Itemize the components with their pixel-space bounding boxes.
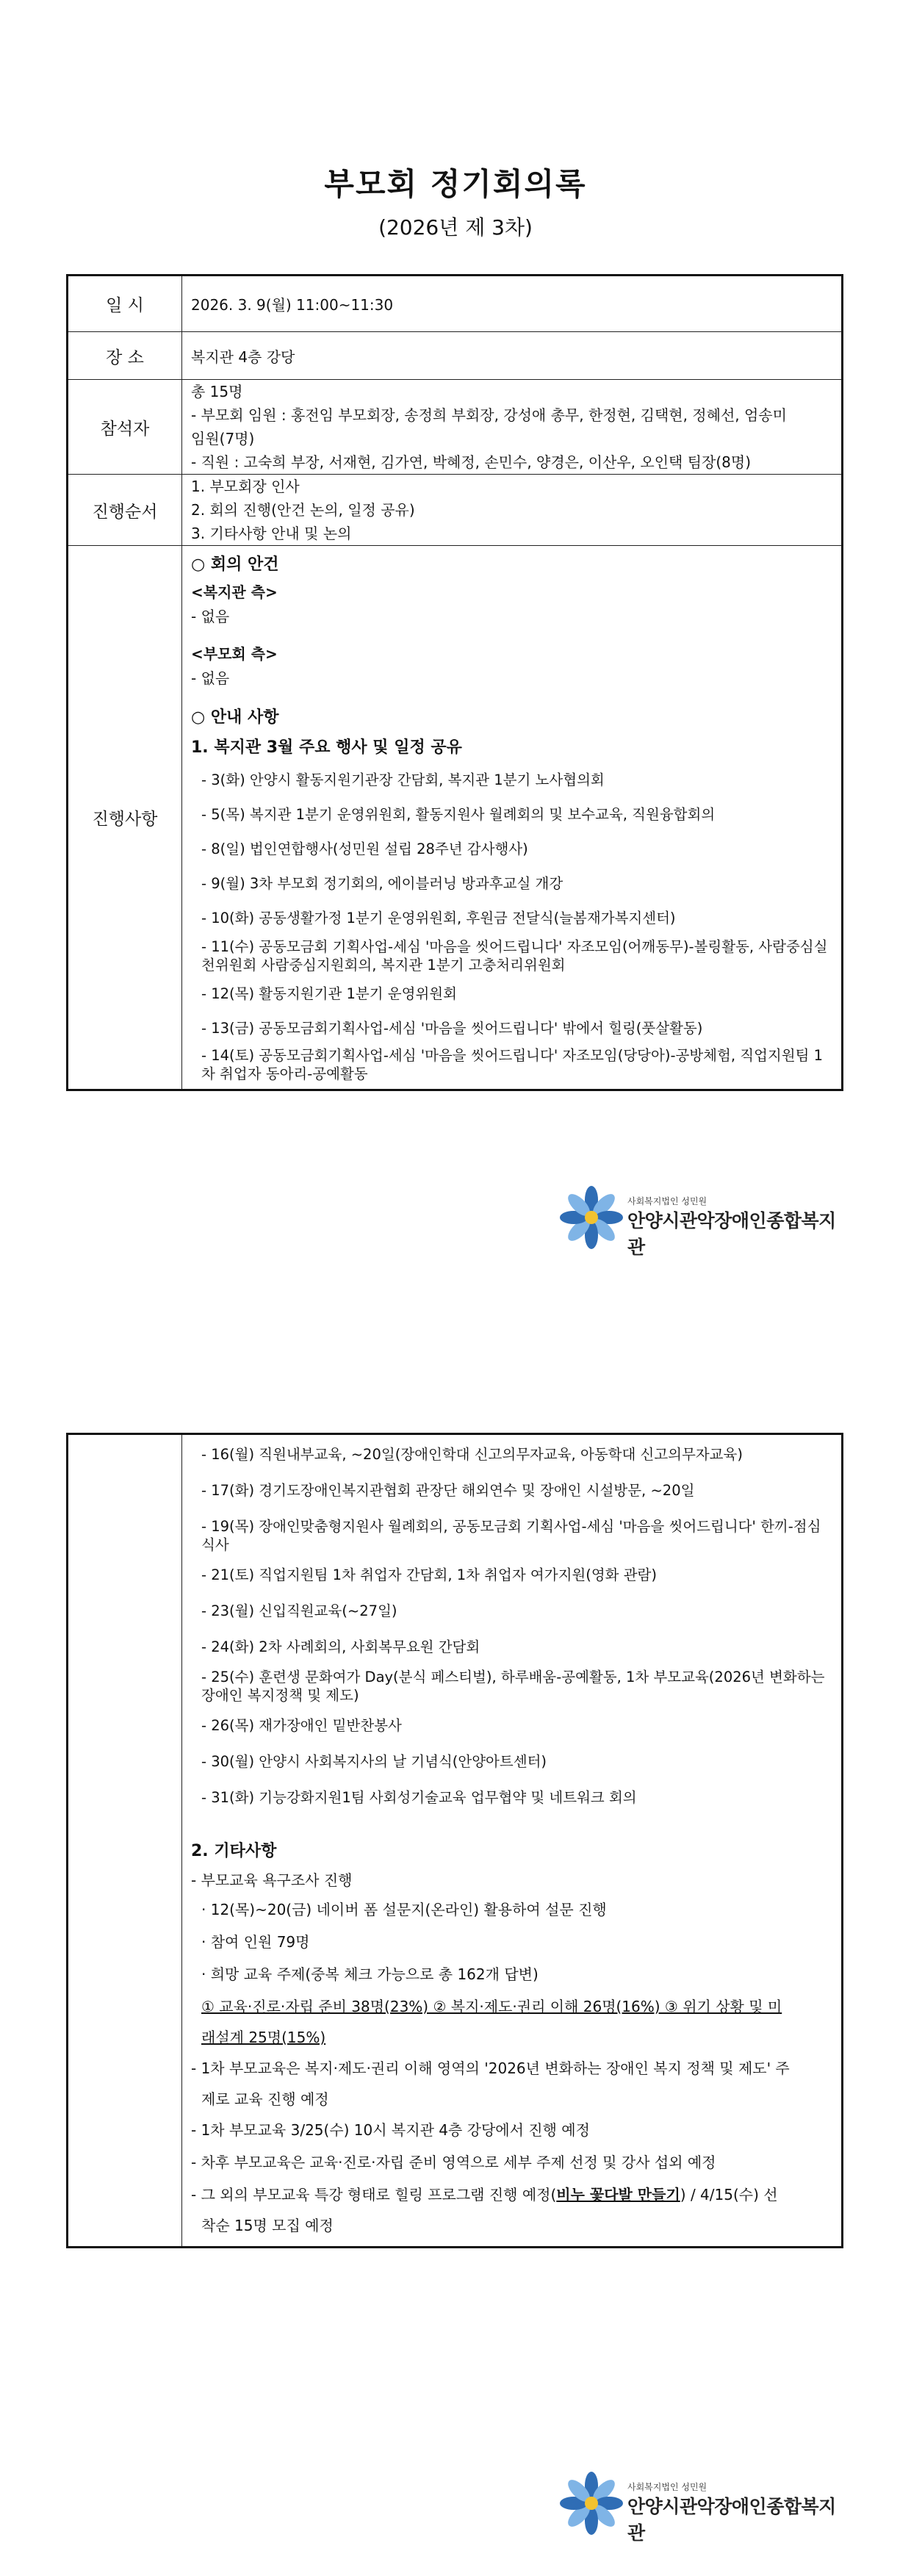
attendees-line: - 직원 : 고숙희 부장, 서재현, 김가연, 박혜정, 손민수, 양경은, 이산우, 오인택 팀장(8명) (191, 453, 751, 471)
other-line: - 1차 부모교육은 복지·제도·권리 이해 영역의 '2026년 변화하는 장애인 복지 정책 및 제도' 주 (191, 2059, 790, 2077)
other-line-cont: 제로 교육 진행 예정 (201, 2090, 329, 2108)
event-item: - 11(수) 공동모금회 기획사업-세심 '마음을 씻어드립니다' 자조모임(어깨동무)-볼링활동, 사람중심실천위원회 사람중심지원회의, 복지관 1분기 고충처리위원회 (201, 938, 828, 974)
event-item: - 25(수) 훈련생 문화여가 Day(분식 페스티벌), 하루배움-공예활동, 1차 부모교육(2026년 변화하는 장애인 복지정책 및 제도) (201, 1669, 825, 1704)
order-value (182, 475, 843, 546)
event-item: - 30(월) 안양시 사회복지사의 날 기념식(안양아트센터) (201, 1753, 547, 1770)
flower-logo-icon (558, 2470, 624, 2536)
survey-result: ① 교육·진로·자립 준비 38명(23%) ② 복지·제도·권리 이해 26명(16%) ③ 위기 상황 및 미 (201, 1998, 782, 2015)
page-subtitle: (2026년 제 3차) (378, 215, 533, 240)
order-label: 진행순서 (68, 475, 182, 546)
notice-section1-title: 1. 복지관 3월 주요 행사 및 일정 공유 (191, 738, 462, 757)
attendees-label: 참석자 (68, 380, 182, 475)
order-line: 1. 부모회장 인사 (191, 478, 300, 495)
event-item: - 13(금) 공동모금회기획사업-세심 '마음을 씻어드립니다' 밖에서 힐링(풋살활동) (201, 1020, 703, 1037)
healing-prefix: - 그 외의 부모교육 특강 형태로 힐링 프로그램 진행 예정( (191, 2186, 557, 2203)
event-item: - 21(토) 직업지원팀 1차 취업자 간담회, 1차 취업자 여가지원(영화 관람) (201, 1566, 658, 1583)
logo-name-text: 안양시관악장애인종합복지관 (627, 2496, 836, 2544)
footer-logo (558, 1184, 852, 1258)
event-item: - 8(일) 법인연합행사(성민원 설립 28주년 감사행사) (201, 841, 528, 857)
other-line: - 차후 부모교육은 교육·진로·자립 준비 영역으로 세부 주제 선정 및 강사 섭외 예정 (191, 2154, 716, 2171)
healing-program-line (191, 2179, 832, 2211)
date-label: 일 시 (68, 276, 182, 332)
agenda-parent-label: <부모회 측> (191, 645, 278, 663)
footer-logo (558, 2470, 852, 2544)
notice-heading: ○ 안내 사항 (191, 708, 279, 727)
survey-item: · 12(목)~20(금) 네이버 폼 설문지(온라인) 활용하여 설문 진행 (201, 1901, 607, 1918)
event-item: - 14(토) 공동모금회기획사업-세심 '마음을 씻어드립니다' 자조모임(당당아)-공방체험, 직업지원팀 1차 취업자 동아리-공예활동 (201, 1047, 824, 1082)
logo-corp-text: 사회복지법인 성민원 (627, 2482, 707, 2492)
healing-line-cont: 착순 15명 모집 예정 (201, 2217, 334, 2234)
order-line: 2. 회의 진행(안건 논의, 일정 공유) (191, 501, 415, 519)
notice-section2-title: 2. 기타사항 (191, 1842, 277, 1860)
event-item: - 3(화) 안양시 활동지원기관장 간담회, 복지관 1분기 노사협의회 (201, 771, 605, 788)
healing-suffix: ) / 4/15(수) 선 (680, 2186, 778, 2203)
minutes-table-page1 (66, 274, 843, 1091)
event-item: - 24(화) 2차 사례회의, 사회복무요원 간담회 (201, 1638, 480, 1655)
other-line: - 1차 부모교육 3/25(수) 10시 복지관 4층 강당에서 진행 예정 (191, 2121, 590, 2139)
attendees-line: - 부모회 임원 : 홍전임 부모회장, 송정희 부회장, 강성애 총무, 한정현, 김택현, 정혜선, 엄송미 (191, 406, 787, 424)
place-label: 장 소 (68, 332, 182, 380)
event-item: - 17(화) 경기도장애인복지관협회 관장단 해외연수 및 장애인 시설방문, ~20일 (201, 1482, 695, 1499)
agenda-parent-value: - 없음 (191, 669, 230, 687)
event-item: - 19(목) 장애인맞춤형지원사 월례회의, 공동모금회 기획사업-세심 '마음을 씻어드립니다' 한끼-점심식사 (201, 1518, 821, 1553)
details-content (182, 546, 843, 1090)
details-label-continued (68, 1434, 182, 2248)
survey-item: · 희망 교육 주제(중복 체크 가능으로 총 162개 답변) (201, 1965, 539, 1983)
date-value: 2026. 3. 9(월) 11:00~11:30 (182, 276, 843, 332)
minutes-table-page2 (66, 1433, 843, 2248)
logo-name-text: 안양시관악장애인종합복지관 (627, 1210, 836, 1258)
survey-result-cont: 래설계 25명(15%) (201, 2029, 326, 2046)
agenda-heading: ○ 회의 안건 (191, 555, 279, 574)
details-content-continued (182, 1434, 843, 2248)
place-value: 복지관 4층 강당 (182, 332, 843, 380)
flower-logo-icon (558, 1184, 624, 1251)
attendees-value (182, 380, 843, 475)
survey-title: - 부모교육 욕구조사 진행 (191, 1871, 353, 1889)
attendees-line: 총 15명 (191, 383, 243, 400)
event-item: - 23(월) 신입직원교육(~27일) (201, 1602, 397, 1619)
event-item: - 12(목) 활동지원기관 1분기 운영위원회 (201, 985, 457, 1002)
agenda-welfare-label: <복지관 측> (191, 583, 278, 601)
event-item: - 9(월) 3차 부모회 정기회의, 에이블러닝 방과후교실 개강 (201, 875, 563, 892)
attendees-line: 임원(7명) (191, 430, 255, 447)
survey-item: · 참여 인원 79명 (201, 1933, 310, 1951)
healing-program-name: 비누 꽃다발 만들기 (556, 2186, 680, 2203)
event-item: - 5(목) 복지관 1분기 운영위원회, 활동지원사 월례회의 및 보수교육, 직원융합회의 (201, 806, 716, 823)
event-item: - 16(월) 직원내부교육, ~20일(장애인학대 신고의무자교육, 아동학대 신고의무자교육) (201, 1446, 743, 1463)
details-label: 진행사항 (68, 546, 182, 1090)
event-item: - 10(화) 공동생활가정 1분기 운영위원회, 후원금 전달식(늘봄재가복지센터) (201, 910, 676, 927)
agenda-welfare-value: - 없음 (191, 608, 230, 625)
logo-corp-text: 사회복지법인 성민원 (627, 1196, 707, 1206)
event-item: - 31(화) 기능강화지원1팀 사회성기술교육 업무협약 및 네트워크 회의 (201, 1789, 637, 1806)
page-title: 부모회 정기회의록 (324, 166, 587, 202)
order-line: 3. 기타사항 안내 및 논의 (191, 525, 352, 542)
event-item: - 26(목) 재가장애인 밑반찬봉사 (201, 1717, 402, 1734)
